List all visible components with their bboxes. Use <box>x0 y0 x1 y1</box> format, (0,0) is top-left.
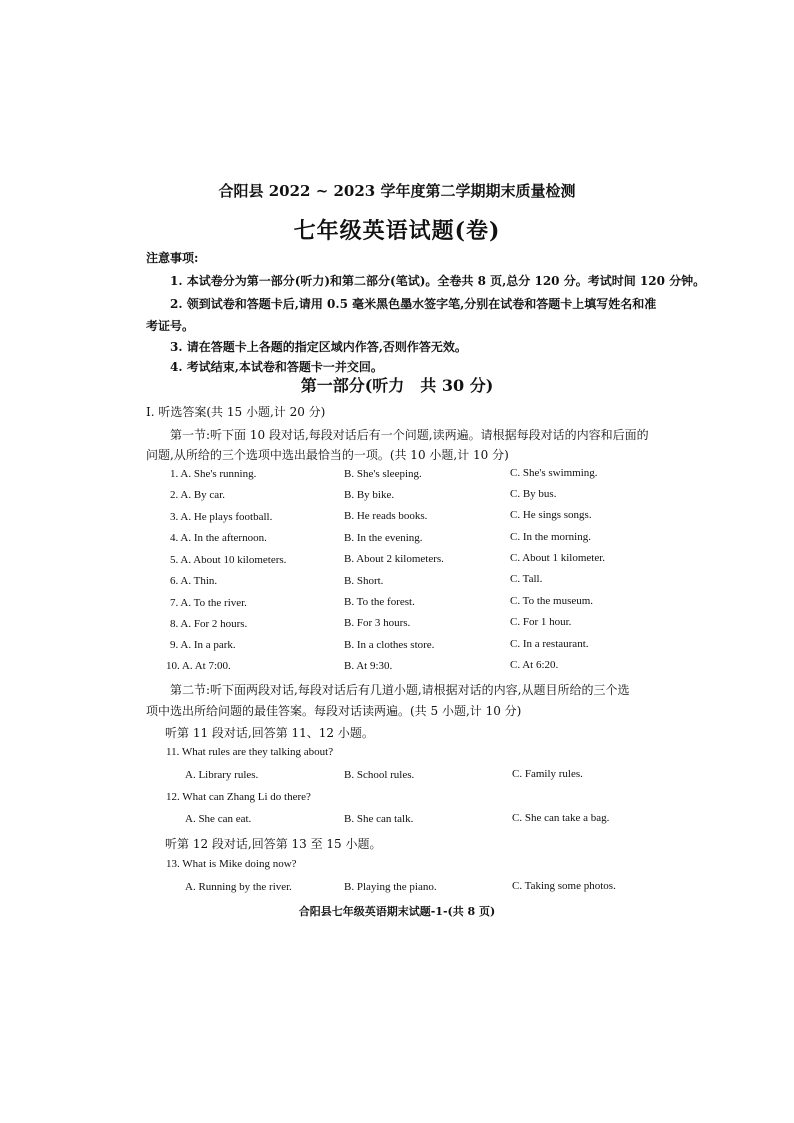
page-footer: 合阳县七年级英语期末试题-1-(共 8 页) <box>298 905 496 918</box>
q9-option-c: C. In a restaurant. <box>510 638 589 650</box>
q10-option-c: C. At 6:20. <box>510 659 559 671</box>
q7-option-b: B. To the forest. <box>344 596 415 608</box>
q12-option-c: C. She can take a bag. <box>512 812 610 824</box>
q3-option-b: B. He reads books. <box>344 510 428 522</box>
sub1-instructions-line1: 第一节:听下面 10 段对话,每段对话后有一个问题,读两遍。请根据每段对话的内容和后面的 <box>170 428 649 442</box>
q2-option-a: 2. A. By car. <box>170 489 225 501</box>
q6-option-a: 6. A. Thin. <box>170 575 218 587</box>
q13-option-a: A. Running by the river. <box>185 881 292 893</box>
q1-option-a: 1. A. She's running. <box>170 468 257 480</box>
q9-option-a: 9. A. In a park. <box>170 639 236 651</box>
q3-option-a: 3. A. He plays football. <box>170 511 273 523</box>
q5-option-c: C. About 1 kilometer. <box>510 552 606 564</box>
notice-item-2-cont: 考证号。 <box>146 319 195 333</box>
q9-option-b: B. In a clothes store. <box>344 639 435 651</box>
q6-option-b: B. Short. <box>344 575 384 587</box>
q10-option-a: 10. A. At 7:00. <box>166 660 231 672</box>
q13-option-c: C. Taking some photos. <box>512 880 616 892</box>
q11-option-b: B. School rules. <box>344 769 415 781</box>
q11-option-a: A. Library rules. <box>185 769 259 781</box>
q2-option-b: B. By bike. <box>344 489 395 501</box>
q11-option-c: C. Family rules. <box>512 768 583 780</box>
q2-option-c: C. By bus. <box>510 488 557 500</box>
notice-item-2: 2. 领到试卷和答题卡后,请用 0.5 毫米黑色墨水签字笔,分别在试卷和答题卡上填写姓名和准 <box>170 297 657 311</box>
q7-option-a: 7. A. To the river. <box>170 597 247 609</box>
q5-option-a: 5. A. About 10 kilometers. <box>170 554 287 566</box>
notice-heading: 注意事项: <box>146 251 199 265</box>
q1-option-c: C. She's swimming. <box>510 467 598 479</box>
notice-item-1: 1. 本试卷分为第一部分(听力)和第二部分(笔试)。全卷共 8 页,总分 120 分。考试时间 120 分钟。 <box>170 274 706 288</box>
q4-option-b: B. In the evening. <box>344 532 423 544</box>
q7-option-c: C. To the museum. <box>510 595 594 607</box>
sub2-instructions-line1: 第二节:听下面两段对话,每段对话后有几道小题,请根据对话的内容,从题目所给的三个选 <box>170 683 630 697</box>
notice-item-4: 4. 考试结束,本试卷和答题卡一并交回。 <box>170 360 383 374</box>
q3-option-c: C. He sings songs. <box>510 509 592 521</box>
q4-option-c: C. In the morning. <box>510 531 591 543</box>
sub2-instructions-line2: 项中选出所给问题的最佳答案。每段对话读两遍。(共 5 小题,计 10 分) <box>146 704 522 718</box>
q8-option-c: C. For 1 hour. <box>510 616 572 628</box>
exam-subtitle: 合阳县 2022 ~ 2023 学年度第二学期期末质量检测 <box>218 182 576 200</box>
q13-option-b: B. Playing the piano. <box>344 881 437 893</box>
q13-stem: 13. What is Mike doing now? <box>166 858 297 870</box>
q12-stem: 12. What can Zhang Li do there? <box>166 791 311 803</box>
q10-option-b: B. At 9:30. <box>344 660 393 672</box>
q1-option-b: B. She's sleeping. <box>344 468 422 480</box>
q4-option-a: 4. A. In the afternoon. <box>170 532 267 544</box>
dialog-11-instruction: 听第 11 段对话,回答第 11、12 小题。 <box>165 726 374 740</box>
q12-option-a: A. She can eat. <box>185 813 252 825</box>
sub1-instructions-line2: 问题,从所给的三个选项中选出最恰当的一项。(共 10 小题,计 10 分) <box>146 448 509 462</box>
exam-title: 七年级英语试题(卷) <box>293 218 501 244</box>
q5-option-b: B. About 2 kilometers. <box>344 553 444 565</box>
q8-option-b: B. For 3 hours. <box>344 617 411 629</box>
part1-title: 第一部分(听力 共 30 分) <box>300 376 494 395</box>
q11-stem: 11. What rules are they talking about? <box>166 746 334 758</box>
notice-item-3: 3. 请在答题卡上各题的指定区域内作答,否则作答无效。 <box>170 340 467 354</box>
q8-option-a: 8. A. For 2 hours. <box>170 618 248 630</box>
dialog-12-instruction: 听第 12 段对话,回答第 13 至 15 小题。 <box>165 837 382 851</box>
section1-title: Ⅰ. 听选答案(共 15 小题,计 20 分) <box>146 405 326 419</box>
q12-option-b: B. She can talk. <box>344 813 414 825</box>
q6-option-c: C. Tall. <box>510 573 543 585</box>
